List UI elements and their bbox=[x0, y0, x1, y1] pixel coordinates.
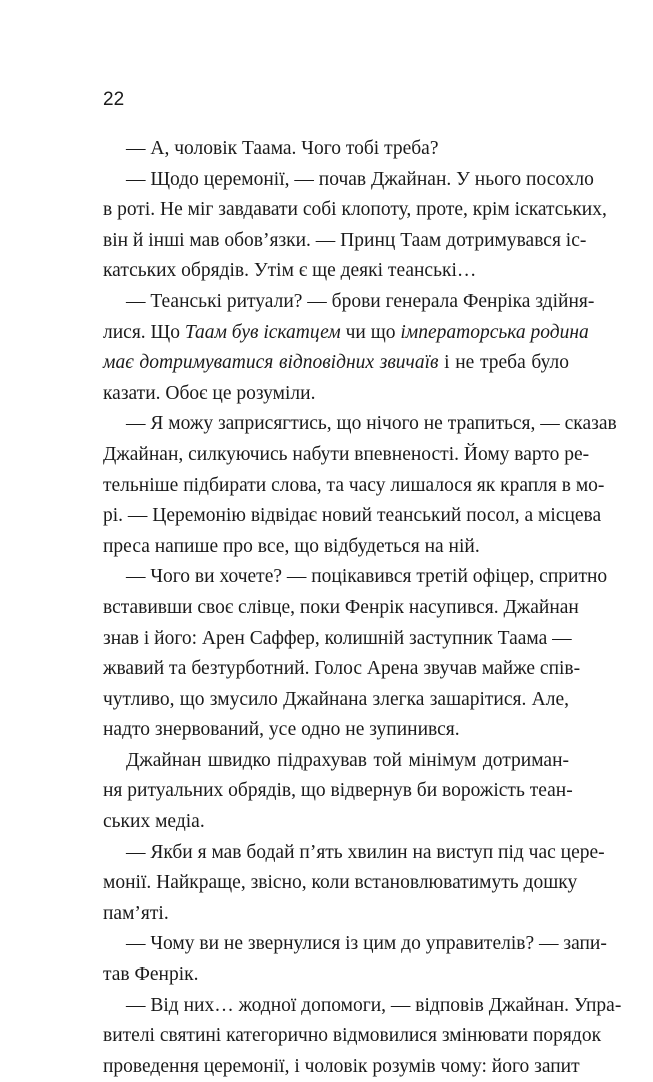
text-line: Джайнан, силкуючись набути впевненості. Йому варто ре- bbox=[103, 443, 590, 465]
text-line: — Від них… жодної допомоги, — відповів Джайнан. Упра- bbox=[126, 994, 622, 1016]
text-line: монії. Найкраще, звісно, коли встановлюватимуть дошку bbox=[103, 872, 578, 894]
text-line: тав Фенрік. bbox=[103, 964, 199, 986]
text-line: вставивши своє слівце, поки Фенрік насупився. Джайнан bbox=[103, 596, 579, 618]
text-line: — Я можу заприсягтись, що нічого не трапиться, — сказав bbox=[126, 413, 617, 435]
text-line: — Щодо церемонії, — почав Джайнан. У нього посохло bbox=[126, 168, 594, 190]
text-span: лися. Що bbox=[103, 321, 185, 343]
text-line: надто знервований, усе одно не зупинився. bbox=[103, 719, 460, 741]
text-line: казати. Обоє це розуміли. bbox=[103, 382, 316, 404]
text-line: знав і його: Арен Саффер, колишній заступник Таама — bbox=[103, 627, 572, 649]
text-line: рі. — Церемонію відвідає новий теанський посол, а місцева bbox=[103, 505, 602, 527]
text-span: чи що bbox=[340, 321, 401, 343]
text-line: проведення церемонії, і чоловік розумів чому: його запит bbox=[103, 1055, 580, 1077]
text-line: Джайнан швидко підрахував той мінімум дотриман- bbox=[126, 749, 569, 771]
italic-span: Таам був іскатцем bbox=[184, 321, 341, 343]
text-line: — Чого ви хочете? — поцікавився третій офіцер, спритно bbox=[126, 566, 608, 588]
text-line: — А, чоловік Таама. Чого тобі треба? bbox=[126, 138, 439, 159]
text-line: пам’яті. bbox=[103, 902, 169, 924]
text-line: в роті. Не міг завдавати собі клопоту, проте, крім іскатських, bbox=[103, 199, 607, 221]
text-line: преса напише про все, що відбудеться на ній. bbox=[103, 535, 480, 557]
text-line: — Чому ви не звернулися із цим до управителів? — запи- bbox=[126, 933, 607, 955]
text-line: він й інші мав обов’язки. — Принц Таам дотримувався іс- bbox=[103, 229, 587, 251]
italic-span: має дотримуватися відповідних звичаїв bbox=[103, 352, 439, 374]
text-line: — Якби я мав бодай п’ять хвилин на виступ під час цере- bbox=[126, 841, 605, 863]
text-line: ських медіа. bbox=[103, 811, 205, 833]
text-line: чутливо, що змусило Джайнана злегка зашарітися. Але, bbox=[103, 688, 569, 710]
text-line: вителі святині категорично відмовилися змінювати порядок bbox=[103, 1025, 602, 1047]
text-line bbox=[103, 318, 589, 349]
text-line: ня ритуальних обрядів, що відвернув би ворожість теан- bbox=[103, 780, 573, 802]
text-line: тельніше підбирати слова, та часу лишалося як крапля в мо- bbox=[103, 474, 605, 496]
text-span: і не треба було bbox=[438, 352, 569, 374]
body-text bbox=[103, 134, 622, 1082]
italic-span: імператорська родина bbox=[400, 321, 589, 343]
text-line bbox=[103, 348, 569, 379]
page-number: 22 bbox=[103, 89, 125, 110]
text-line: — Теанські ритуали? — брови генерала Фенріка здійня- bbox=[126, 290, 595, 312]
text-line: жвавий та безтурботний. Голос Арена звучав майже спів- bbox=[103, 658, 581, 680]
text-line: катських обрядів. Утім є ще деякі теанські… bbox=[103, 260, 477, 282]
